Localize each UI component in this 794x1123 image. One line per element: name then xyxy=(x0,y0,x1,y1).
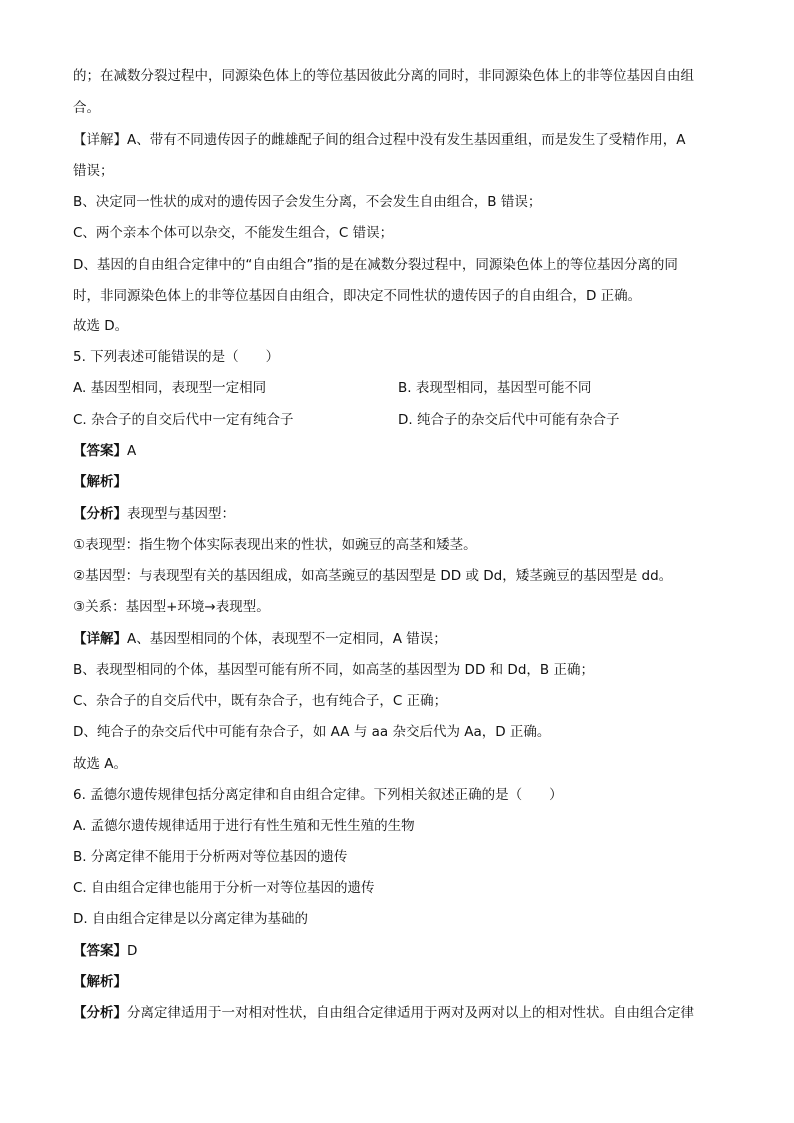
text-line: C、杂合子的自交后代中，既有杂合子，也有纯合子，C 正确； xyxy=(73,693,448,709)
text-line: 合。 xyxy=(73,100,100,116)
question-5-stem: 5. 下列表述可能错误的是（ ） xyxy=(73,349,280,365)
q6-fenxi-line xyxy=(73,1003,754,1023)
answer-tag: 【答案】 xyxy=(73,443,127,459)
analysis-tag: 【解析】 xyxy=(73,974,127,990)
question-6-stem: 6. 孟德尔遗传规律包括分离定律和自由组合定律。下列相关叙述正确的是（ ） xyxy=(73,787,563,803)
text-line: C、两个亲本个体可以杂交，不能发生组合，C 错误； xyxy=(73,225,394,241)
q5-fenxi: 表现型与基因型： xyxy=(127,506,235,522)
q5-analysis-heading xyxy=(73,472,754,492)
q6-answer-line xyxy=(73,941,754,961)
q5-option-c: C. 杂合子的自交后代中一定有纯合子 xyxy=(73,412,294,428)
text-line: 【详解】A、带有不同遗传因子的雌雄配子间的组合过程中没有发生基因重组，而是发生了受精作用，A xyxy=(73,132,686,148)
text-line: D、纯合子的杂交后代中可能有杂合子，如 AA 与 aa 杂交后代为 Aa，D 正确。 xyxy=(73,724,551,740)
q5-detail-line xyxy=(73,629,754,649)
text-line: ②基因型：与表现型有关的基因组成，如高茎豌豆的基因型是 DD 或 Dd，矮茎豌豆的基因型是 dd。 xyxy=(73,568,673,584)
text-line: 时，非同源染色体上的非等位基因自由组合，即决定不同性状的遗传因子的自由组合，D 正确。 xyxy=(73,288,642,304)
text-line: B、决定同一性状的成对的遗传因子会发生分离，不会发生自由组合，B 错误； xyxy=(73,194,542,210)
q5-options-row-1 xyxy=(73,378,754,398)
text-line: D、基因的自由组合定律中的“自由组合”指的是在减数分裂过程中，同源染色体上的等位基因分离的同 xyxy=(73,257,678,273)
q5-option-b: B. 表现型相同，基因型可能不同 xyxy=(398,380,592,396)
text-line: 故选 A。 xyxy=(73,756,128,772)
text-line: 故选 D。 xyxy=(73,318,129,334)
q5-answer: A xyxy=(127,443,137,459)
q6-option-a: A. 孟德尔遗传规律适用于进行有性生殖和无性生殖的生物 xyxy=(73,818,415,834)
q5-options-row-2 xyxy=(73,410,754,430)
detail-tag: 【详解】 xyxy=(73,631,127,647)
q6-option-c: C. 自由组合定律也能用于分析一对等位基因的遗传 xyxy=(73,880,375,896)
q6-option-d: D. 自由组合定律是以分离定律为基础的 xyxy=(73,911,308,927)
q6-analysis-heading xyxy=(73,972,754,992)
text-line: B、表现型相同的个体，基因型可能有所不同，如高茎的基因型为 DD 和 Dd，B 正确； xyxy=(73,662,594,678)
q5-fenxi-line xyxy=(73,504,754,524)
analysis-tag: 【解析】 xyxy=(73,474,127,490)
answer-tag: 【答案】 xyxy=(73,943,127,959)
text-line: 错误； xyxy=(73,163,114,179)
text-line: ①表现型：指生物个体实际表现出来的性状，如豌豆的高茎和矮茎。 xyxy=(73,537,477,553)
fenxi-tag: 【分析】 xyxy=(73,1005,127,1021)
q5-option-d: D. 纯合子的杂交后代中可能有杂合子 xyxy=(398,412,620,428)
q5-detail: A、基因型相同的个体，表现型不一定相同，A 错误； xyxy=(127,631,447,647)
text-line: 的；在减数分裂过程中，同源染色体上的等位基因彼此分离的同时，非同源染色体上的非等位基因自由组 xyxy=(73,68,694,84)
q6-answer: D xyxy=(127,943,138,959)
q5-option-a: A. 基因型相同，表现型一定相同 xyxy=(73,380,267,396)
q6-option-b: B. 分离定律不能用于分析两对等位基因的遗传 xyxy=(73,849,348,865)
fenxi-tag: 【分析】 xyxy=(73,506,127,522)
q5-answer-line xyxy=(73,441,754,461)
text-line: ③关系：基因型+环境→表现型。 xyxy=(73,599,270,615)
q6-fenxi: 分离定律适用于一对相对性状，自由组合定律适用于两对及两对以上的相对性状。自由组合定律 xyxy=(127,1005,694,1021)
